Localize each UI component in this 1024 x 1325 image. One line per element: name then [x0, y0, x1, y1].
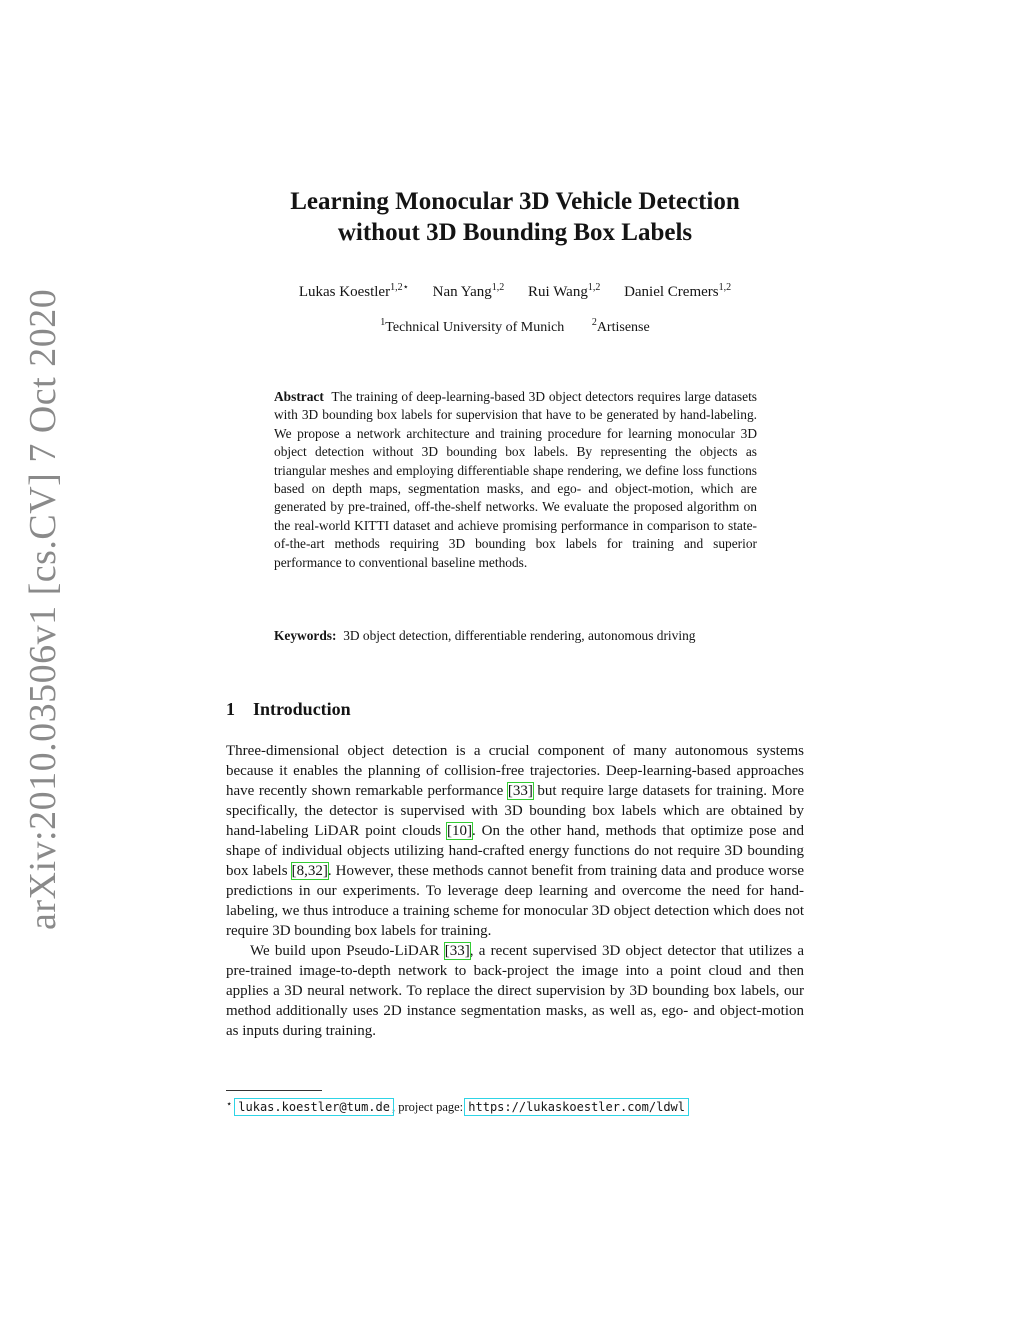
keywords-text: 3D object detection, differentiable rendering, autonomous driving — [343, 628, 696, 643]
affiliation: $^2$Artisense — [591, 317, 650, 335]
footnote: ⋆ lukas.koestler@tum.de , project page: https://lukaskoestler.com/ldwl — [226, 1099, 686, 1114]
footnote-marker: ⋆ — [226, 1099, 233, 1110]
citation-link[interactable]: [10] — [446, 823, 472, 839]
abstract-label: Abstract — [274, 389, 324, 404]
keywords — [274, 627, 757, 645]
keywords-label: Keywords: — [274, 628, 337, 643]
paragraph: Three-dimensional object detection is a crucial component of many autonomous systems because it enables the planning of collision-free trajectories. Deep-learning-based approaches have recently shown remarkable performance [33] but require large datasets for training. More specifically, the detector is supervised with 3D bounding box labels which are obtained by hand-labeling LiDAR point clouds [10]. On the other hand, methods that optimize pose and shape of individual objects utilizing hand-crafted energy functions do not require 3D bounding box labels [8,32]. However, these methods cannot benefit from training data and produce worse predictions in our experiments. To leverage deep learning and overcome the need for hand-labeling, we thus introduce a training scheme for monocular 3D object detection which does not require 3D bounding box labels for training. — [226, 743, 804, 939]
author: Rui Wang$^{1,2}$ — [528, 282, 601, 300]
footnote-divider — [226, 1090, 322, 1091]
paper-title — [200, 186, 830, 248]
affiliation: $^1$Technical University of Munich — [380, 317, 565, 335]
affiliations — [220, 317, 810, 336]
citation-link[interactable]: [8,32] — [291, 863, 328, 879]
arxiv-stamp: arXiv:2010.03506v1 [cs.CV] 7 Oct 2020 — [22, 288, 64, 930]
title-line-1: Learning Monocular 3D Vehicle Detection — [290, 188, 740, 215]
author: Daniel Cremers$^{1,2}$ — [624, 282, 732, 300]
author: Lukas Koestler$^{1,2⋆}$ — [298, 282, 409, 300]
paragraph: We build upon Pseudo-LiDAR [33], a recent supervised 3D object detector that utilizes a pre-trained image-to-depth network to back-project the image into a point cloud and then applies a 3D neural network. To replace the direct supervision by 3D bounding box labels, our method additionally uses 2D instance segmentation masks, as well as, ego- and object-motion as inputs during training. — [226, 943, 804, 1039]
section-number: 1 — [226, 699, 235, 719]
section-heading — [226, 699, 351, 720]
author: Nan Yang$^{1,2}$ — [432, 282, 505, 300]
title-line-2: without 3D Bounding Box Labels — [337, 219, 693, 246]
citation-link[interactable]: [33] — [507, 783, 533, 799]
email-link[interactable]: lukas.koestler@tum.de — [238, 1100, 390, 1114]
project-page-link[interactable]: https://lukaskoestler.com/ldwl — [468, 1100, 686, 1114]
body-text — [226, 741, 804, 1041]
section-title: Introduction — [253, 699, 351, 719]
abstract-text: The training of deep-learning-based 3D object detectors requires large datasets with 3D bounding box labels for supervision that have to be generated by hand-labeling. We propose a network architecture and training procedure for learning monocular 3D object detection without 3D bounding box labels. By representing the objects as triangular meshes and employing differentiable shape rendering, we define loss functions based on depth maps, segmentation masks, and ego- and object-motion, which are generated by pre-trained, off-the-shelf networks. We evaluate the proposed algorithm on the real-world KITTI dataset and achieve promising performance in comparison to state-of-the-art methods requiring 3D bounding box labels for training and superior performance to conventional baseline methods. — [274, 389, 758, 570]
citation-link[interactable]: [33] — [444, 943, 470, 959]
abstract — [274, 388, 757, 572]
author-list — [220, 284, 810, 301]
